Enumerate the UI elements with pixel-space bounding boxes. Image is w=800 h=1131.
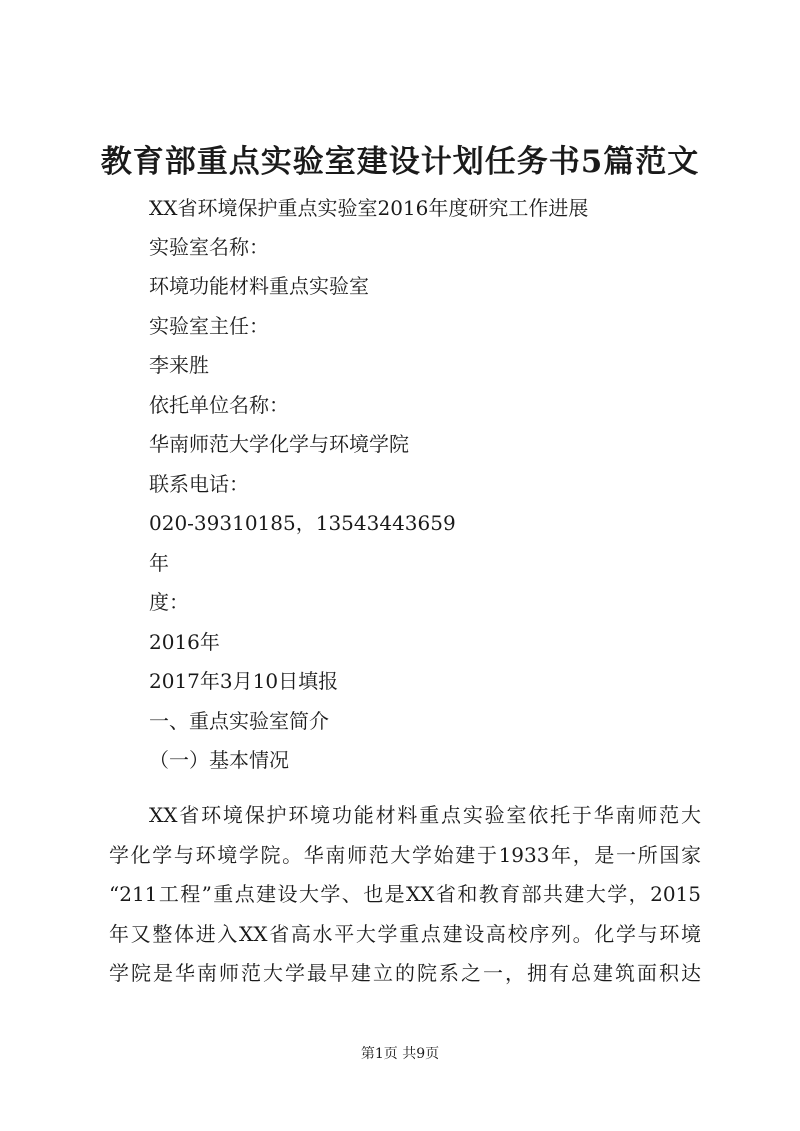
- lab-name-label: 实验室名称：: [149, 235, 269, 259]
- paragraph-line: XX省环境保护环境功能材料重点实验室依托于华南师范大: [149, 803, 701, 827]
- paragraph-line: 学院是华南师范大学最早建立的院系之一，拥有总建筑面积达: [109, 961, 701, 985]
- subsection-heading: （一）基本情况: [149, 748, 289, 772]
- year-label-part-2: 度：: [149, 590, 189, 614]
- year-value: 2016年: [149, 630, 220, 654]
- lab-director-value: 李来胜: [149, 353, 209, 377]
- host-unit-label: 依托单位名称：: [149, 393, 289, 417]
- lab-director-label: 实验室主任：: [149, 314, 269, 338]
- host-unit-value: 华南师范大学化学与环境学院: [149, 432, 409, 456]
- document-title: 教育部重点实验室建设计划任务书5篇范文: [100, 144, 700, 180]
- paragraph-line: 年又整体进入XX省高水平大学重点建设高校序列。化学与环境: [109, 921, 701, 946]
- body-paragraph: [109, 796, 701, 994]
- fill-date: 2017年3月10日填报: [149, 669, 339, 693]
- lab-name-value: 环境功能材料重点实验室: [149, 274, 369, 298]
- paragraph-line: “211工程”重点建设大学、也是XX省和教育部共建大学，2015: [109, 882, 701, 906]
- subtitle-line: XX省环境保护重点实验室2016年度研究工作进展: [149, 196, 589, 220]
- year-label-part-1: 年: [149, 551, 169, 575]
- contact-phone-label: 联系电话：: [149, 472, 249, 496]
- contact-phone-value: 020-39310185，13543443659: [149, 511, 456, 535]
- page-number-footer: 第1页 共9页: [360, 1046, 440, 1062]
- paragraph-line: 学化学与环境学院。华南师范大学始建于1933年，是一所国家: [109, 842, 701, 867]
- section-heading: 一、重点实验室简介: [149, 709, 329, 733]
